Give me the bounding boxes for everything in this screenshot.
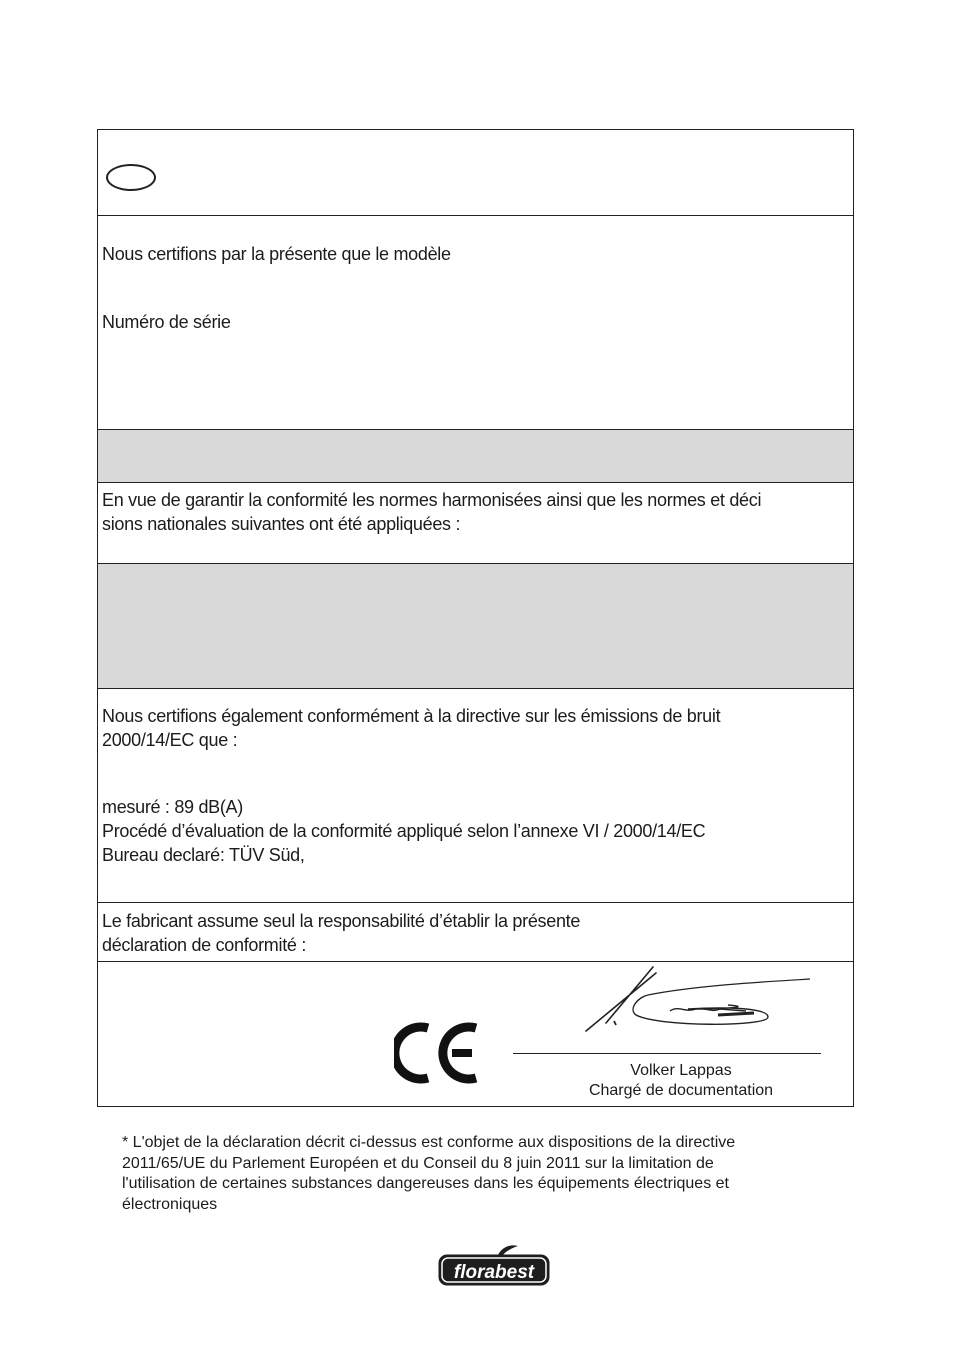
signature-image — [578, 963, 818, 1035]
footnote-line4: électroniques — [122, 1195, 218, 1213]
footnote-line1: * L'objet de la déclaration décrit ci-dessus est conforme aux dispositions de la directive — [122, 1134, 736, 1151]
signatory-title: Chargé de documentation — [588, 1082, 774, 1099]
svg-text:florabest: florabest — [453, 1262, 535, 1283]
serial-number-label: Numéro de série — [102, 312, 231, 332]
footnote-line2: 2011/65/UE du Parlement Européen et du Conseil du 8 juin 2011 sur la limitation de — [122, 1154, 714, 1172]
divider — [98, 688, 853, 689]
rohs-footnote — [122, 1133, 842, 1215]
notified-body: Bureau declaré: TÜV Süd, — [102, 845, 305, 865]
florabest-logo — [436, 1243, 552, 1289]
responsibility-text-line1: Le fabricant assume seul la responsabilité d’établir la présente — [102, 911, 581, 931]
divider — [98, 902, 853, 903]
declaration-form — [97, 129, 854, 1107]
footnote-line3: l'utilisation de certaines substances dangereuses dans les équipements électriques et — [122, 1175, 729, 1192]
noise-text-line2: 2000/14/EC que : — [102, 730, 238, 750]
divider — [98, 215, 853, 216]
standards-band — [98, 564, 853, 688]
certify-model-text: Nous certifions par la présente que le modèle — [102, 244, 451, 264]
divider — [98, 961, 853, 962]
assessment-procedure: Procédé d’évaluation de la conformité appliqué selon l’annexe VI / 2000/14/EC — [102, 821, 706, 841]
responsibility-text-line2: déclaration de conformité : — [102, 935, 307, 955]
ce-mark — [394, 1018, 480, 1088]
divider — [98, 482, 853, 483]
standards-text-line2: sions nationales suivantes ont été appliquées : — [102, 514, 461, 534]
noise-text-line1: Nous certifions également conformément à la directive sur les émissions de bruit — [102, 706, 721, 726]
signature-line — [513, 1053, 821, 1054]
measured-level: mesuré : 89 dB(A) — [102, 797, 243, 817]
standards-text-line1: En vue de garantir la conformité les normes harmonisées ainsi que les normes et déci — [102, 490, 762, 510]
directives-band — [98, 430, 853, 482]
language-code-oval — [106, 164, 156, 191]
signatory-name: Volker Lappas — [630, 1062, 732, 1079]
